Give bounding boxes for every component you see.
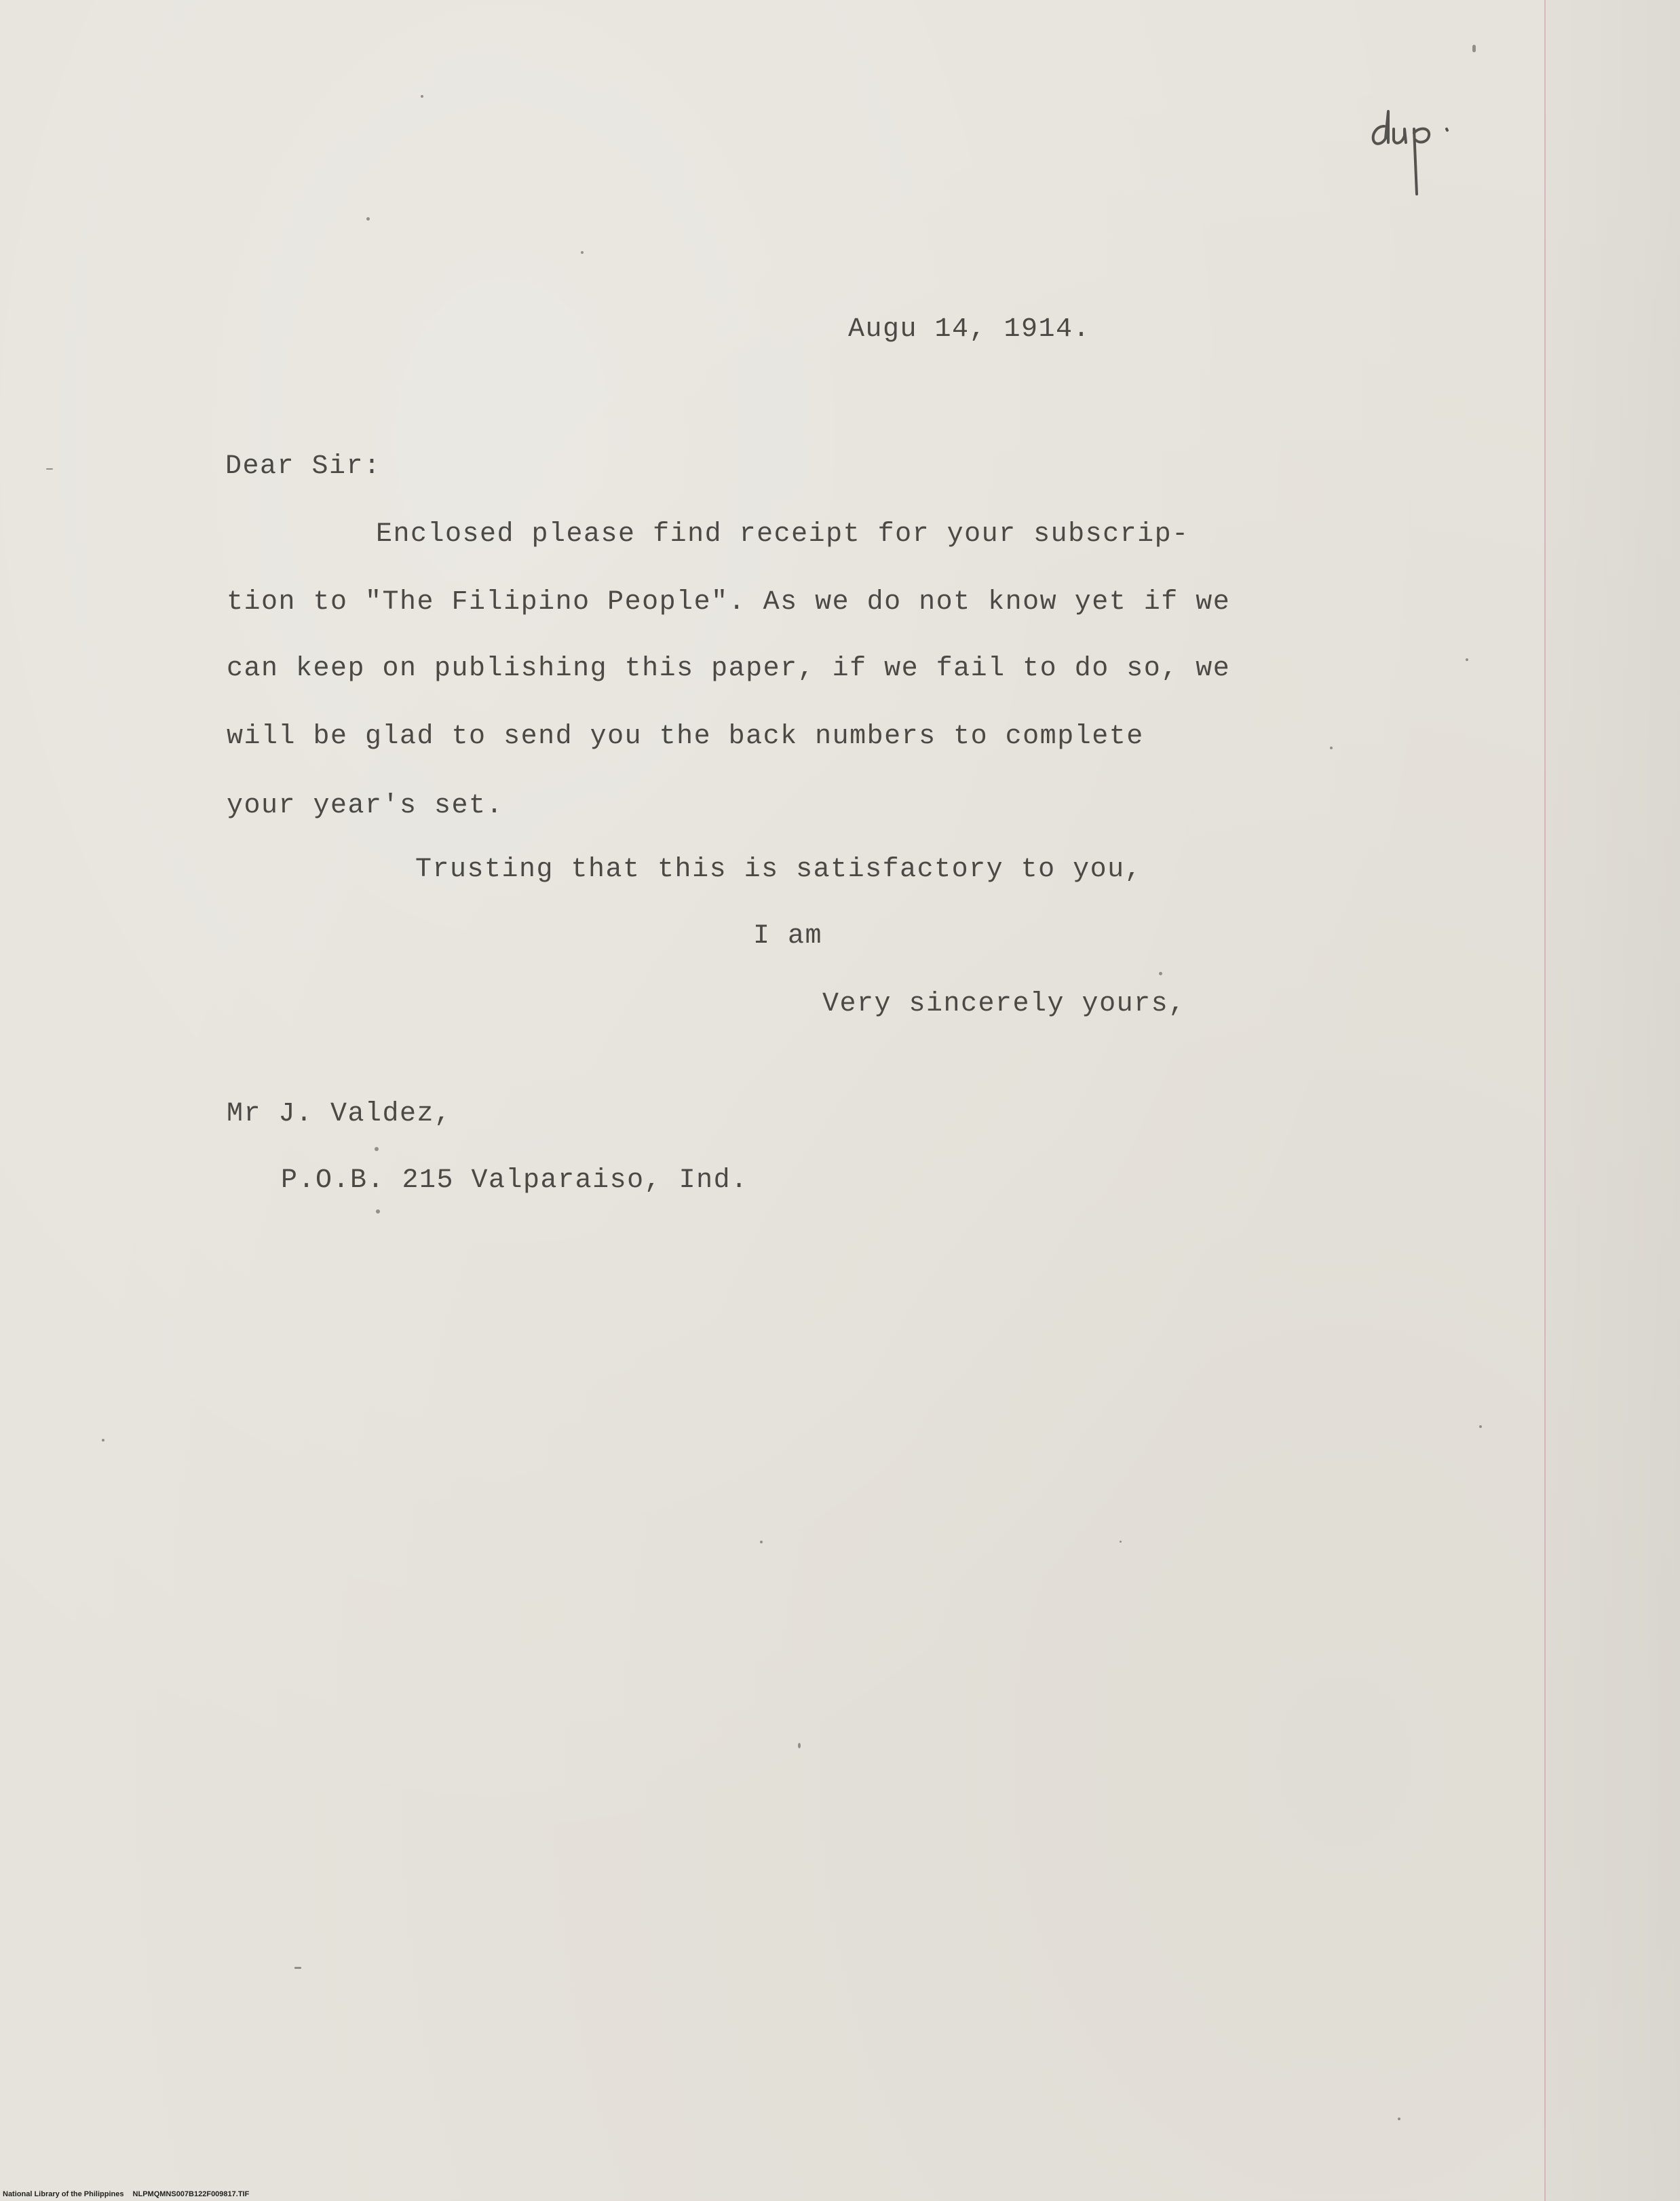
salutation: Dear Sir: — [225, 451, 381, 482]
closing-line: Trusting that this is satisfactory to you, — [415, 854, 1143, 885]
page-edge-shadow — [1546, 0, 1680, 2201]
paper-mark — [798, 1743, 801, 1748]
paper-mark — [1159, 972, 1162, 975]
paper-mark — [1479, 1425, 1482, 1428]
handwritten-dup-annotation — [1365, 102, 1467, 197]
ink-speck — [1472, 45, 1476, 52]
body-line: your year's set. — [227, 791, 504, 821]
scan-footer — [3, 2191, 256, 2198]
paper-mark — [366, 217, 370, 221]
paper-mark — [581, 251, 584, 254]
margin-rule — [1544, 0, 1546, 2201]
paper-mark — [760, 1541, 763, 1543]
paper-mark — [1120, 1541, 1122, 1543]
paper-mark — [46, 468, 53, 470]
body-line: can keep on publishing this paper, if we fail to do so, we — [227, 654, 1231, 684]
letter-date: Augu 14, 1914. — [848, 314, 1091, 345]
paper-mark — [421, 95, 423, 98]
paper-mark — [1330, 747, 1333, 749]
recipient-name: Mr J. Valdez, — [227, 1099, 452, 1129]
body-line: tion to "The Filipino People". As we do not know yet if we — [227, 587, 1231, 618]
paper-mark — [376, 1209, 380, 1214]
paper-mark — [375, 1147, 379, 1151]
body-line: Enclosed please find receipt for your subscrip- — [376, 519, 1189, 550]
footer-institution: National Library of the Philippines — [3, 2190, 124, 2198]
paper-mark — [102, 1439, 104, 1442]
valediction: Very sincerely yours, — [822, 989, 1186, 1019]
footer-file-id: NLPMQMNS007B122F009817.TIF — [132, 2190, 250, 2198]
closing-i-am: I am — [753, 921, 823, 952]
body-line: will be glad to send you the back numbers to complete — [227, 721, 1144, 752]
recipient-address: P.O.B. 215 Valparaiso, Ind. — [281, 1165, 748, 1196]
paper-mark — [1466, 658, 1468, 661]
paper-mark — [1398, 2118, 1400, 2120]
paper-mark — [294, 1967, 301, 1969]
